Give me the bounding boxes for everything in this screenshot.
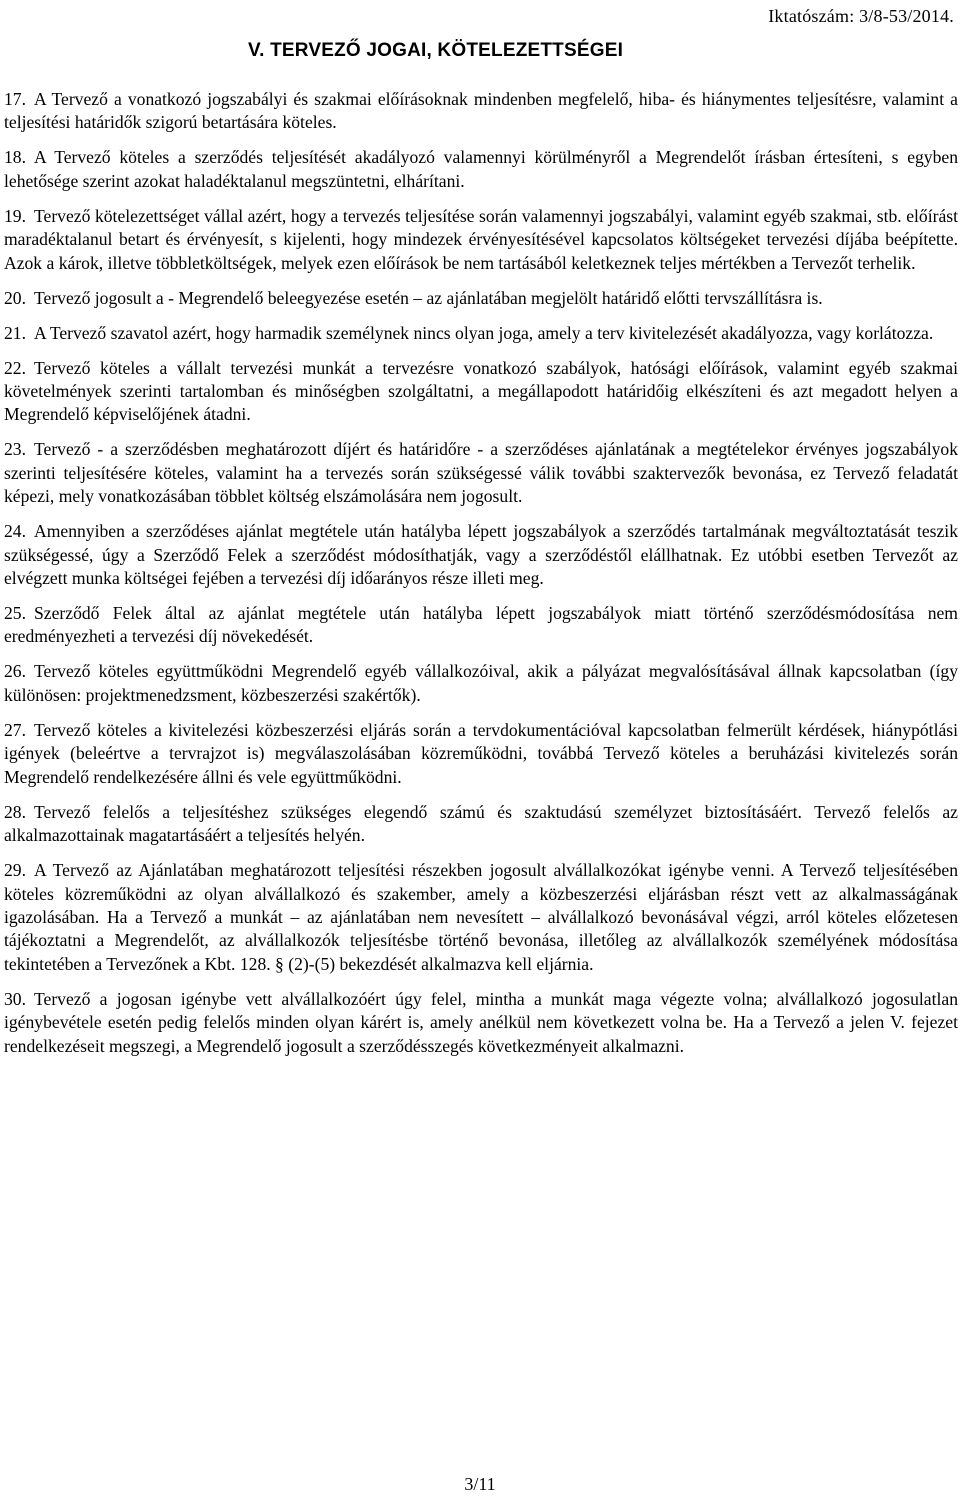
clause-20	[4, 287, 958, 310]
clause-text: A Tervező szavatol azért, hogy harmadik személynek nincs olyan joga, amely a terv kivitelezését akadályozza, vagy korlátozza.	[34, 322, 934, 343]
clause-text: Tervező felelős a teljesítéshez szükséges elegendő számú és szaktudású személyzet biztosításáért. Tervező felelős az alkalmazottainak magatartásáért a teljesítés helyén.	[4, 801, 958, 846]
section-title: V. TERVEZŐ JOGAI, KÖTELEZETTSÉGEI	[248, 40, 624, 61]
clause-number: 25.	[4, 603, 26, 624]
clause-19	[4, 205, 958, 275]
clause-number: 18.	[4, 147, 26, 168]
clause-27	[4, 719, 958, 789]
clause-28	[4, 801, 958, 848]
clause-number: 17.	[4, 89, 26, 109]
clause-text: Tervező - a szerződésben meghatározott díjért és határidőre - a szerződéses ajánlatának a megtételekor érvényes jogszabályok szerinti teljesítésére köteles, valamint ha a tervezés során szükségessé válik további szaktervezők bevonása, ez Tervező feladatát képezi, mely vonatkozásában többlet költség elszámolására nem jogosult.	[4, 439, 958, 507]
clause-23	[4, 438, 958, 508]
page-number: 3/11	[464, 1474, 496, 1494]
registration-number: Iktatószám: 3/8-53/2014.	[768, 6, 954, 26]
clause-22	[4, 357, 958, 427]
clause-list	[4, 88, 958, 1070]
clause-text: Tervező köteles a kivitelezési közbeszerzési eljárás során a tervdokumentációval kapcsolatban felmerült kérdések, hiánypótlási igények (beleértve a tervrajzot is) megválaszolásában közreműködni, továbbá Tervező köteles a beruházási kivitelezés során Megrendelő rendelkezésére állni és vele együttműködni.	[4, 719, 958, 787]
clause-number: 22.	[4, 357, 26, 378]
clause-text: A Tervező a vonatkozó jogszabályi és szakmai előírásoknak mindenben megfelelő, hiba- és hiánymentes teljesítésre, valamint a teljesítési határidők szigorú betartására köteles.	[4, 89, 958, 133]
clause-number: 30.	[4, 988, 26, 1009]
clause-25	[4, 602, 958, 649]
clause-text: Tervező kötelezettséget vállal azért, hogy a tervezés teljesítése során valamennyi jogszabályi, valamint egyéb szakmai, stb. előírást maradéktalanul betart és érvényesít, s kijelenti, hogy mindezek érvényesítésével kapcsolatos költségeket tervezési díjába beépítette. Azok a károk, illetve többletköltségek, melyek ezen előírások be nem tartásából keletkeznek teljes mértékben a Tervezőt terhelik.	[4, 205, 958, 273]
clause-text: Tervező köteles együttműködni Megrendelő egyéb vállalkozóival, akik a pályázat megvalósításával állnak kapcsolatban (így különösen: projektmenedzsment, közbeszerzési szakértők).	[4, 661, 958, 705]
clause-number: 24.	[4, 521, 26, 542]
clause-number: 21.	[4, 322, 26, 343]
clause-number: 27.	[4, 719, 26, 740]
clause-text: Szerződő Felek által az ajánlat megtétele után hatályba lépett jogszabályok miatt történő szerződésmódosítása nem eredményezheti a tervezési díj növekedését.	[4, 603, 958, 647]
clause-number: 19.	[4, 205, 26, 226]
clause-26	[4, 660, 958, 707]
clause-number: 26.	[4, 661, 26, 682]
clause-21	[4, 322, 958, 345]
clause-text: A Tervező köteles a szerződés teljesítését akadályozó valamennyi körülményről a Megrendelőt írásban értesíteni, s egyben lehetősége szerint azokat haladéktalanul megszüntetni, elhárítani.	[4, 147, 958, 191]
clause-text: Tervező köteles a vállalt tervezési munkát a tervezésre vonatkozó szabályok, hatósági előírások, valamint egyéb szakmai követelmények szerinti tartalomban és minőségben szolgáltatni, a megállapodott határidőig elkészíteni és azt megadott helyen a Megrendelő képviselőjének átadni.	[4, 357, 958, 425]
clause-number: 20.	[4, 287, 26, 308]
clause-text: A Tervező az Ajánlatában meghatározott teljesítési részekben jogosult alvállalkozókat igénybe venni. A Tervező teljesítésében köteles közreműködni az olyan alvállalkozó és szakember, amely a közbeszerzési eljárásban részt vett az alkalmasságának igazolásában. Ha a Tervező a munkát – az ajánlatában nem nevesített – alvállalkozó bevonásával végzi, arról köteles előzetesen tájékoztatni a Megrendelőt, az alvállalkozók teljesítésbe történő bevonása, illetőleg az alvállalkozók személyének módosítása tekintetében a Tervezőnek a Kbt. 128. § (2)-(5) bekezdését alkalmazva kell eljárnia.	[4, 860, 958, 974]
clause-number: 23.	[4, 439, 26, 460]
clause-number: 28.	[4, 801, 26, 822]
clause-text: Amennyiben a szerződéses ajánlat megtétele után hatályba lépett jogszabályok a szerződés tartalmának megváltoztatását teszik szükségessé, úgy a Szerződő Felek a szerződést módosíthatják, vagy a szerződéstől elállhatnak. Ez utóbbi esetben Tervezőt az elvégzett munka költségei fejében a tervezési díj időarányos része illeti meg.	[4, 521, 958, 589]
clause-text: Tervező a jogosan igénybe vett alvállalkozóért úgy felel, mintha a munkát maga végezte volna; alvállalkozó jogosulatlan igénybevétele esetén pedig felelős minden olyan kárért is, amely anélkül nem következett volna be. Ha a Tervező a jelen V. fejezet rendelkezéseit megszegi, a Megrendelő jogosult a szerződésszegés következményeit alkalmazni.	[4, 988, 958, 1056]
clause-29	[4, 859, 958, 976]
clause-24	[4, 520, 958, 590]
clause-30	[4, 988, 958, 1058]
clause-17	[4, 88, 958, 135]
clause-number: 29.	[4, 860, 26, 881]
clause-text: Tervező jogosult a - Megrendelő beleegyezése esetén – az ajánlatában megjelölt határidő előtti tervszállításra is.	[34, 287, 823, 308]
clause-18	[4, 146, 958, 193]
